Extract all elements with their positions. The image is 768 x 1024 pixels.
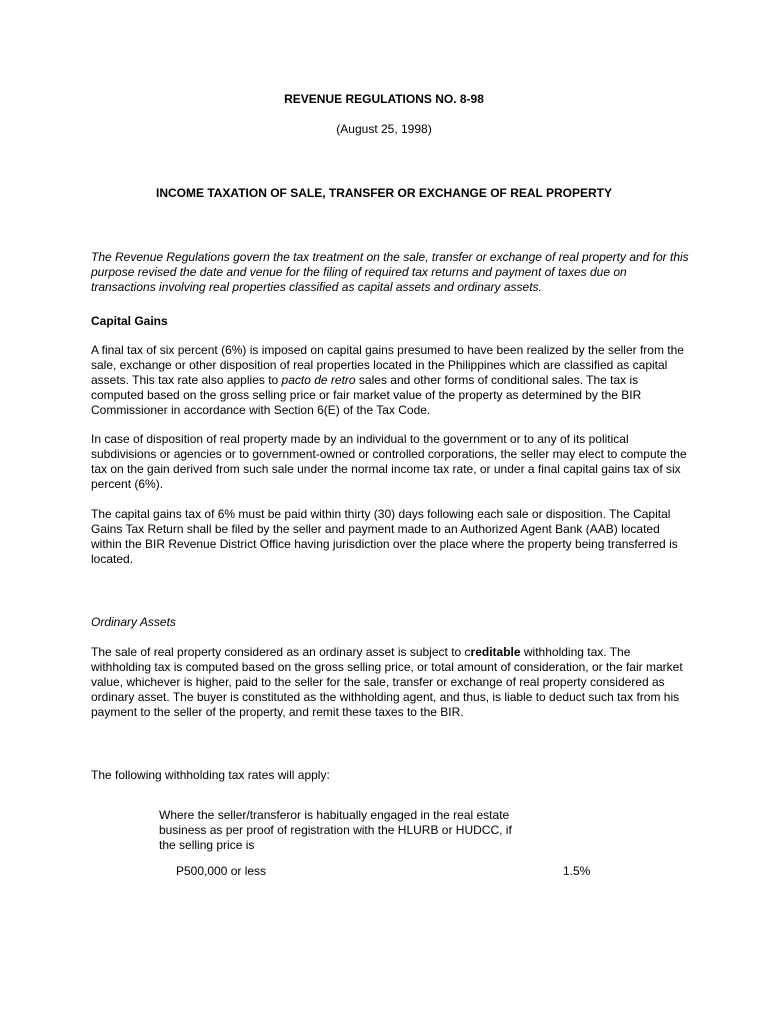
- seller-condition: Where the seller/transferor is habitually engaged in the real estate business as per proof of registration with the HLURB or HUDCC, if the selling price is: [159, 808, 512, 852]
- capital-gains-paragraph-1: [91, 343, 691, 418]
- capital-gains-p1-text-a: A final tax of six percent (6%) is imposed on capital gains presumed to have been realized by the seller from the sale, exchange or other disposition of real properties located in the Philippines which are classified as capital assets. This tax rate also applies to: [91, 343, 684, 387]
- capital-gains-heading: Capital Gains: [91, 314, 168, 328]
- ordinary-assets-text-b: withholding tax. The withholding tax is computed based on the gross selling price, or total amount of consideration, or the fair market value, whichever is higher, paid to the seller for the sale, transfer or exchange of real property considered as ordinary asset. The buyer is constituted as the withholding agent, and thus, is liable to deduct such tax from his payment to the seller of the property, and remit these taxes to the BIR.: [91, 645, 683, 719]
- capital-gains-p1-text-b: sales and other forms of conditional sales. The tax is computed based on the gross selling price or fair market value of the property as determined by the BIR Commissioner in accordance with Section 6(E) of the Tax Code.: [91, 373, 642, 417]
- rate-row: [176, 864, 596, 879]
- ordinary-assets-heading: Ordinary Assets: [91, 615, 176, 629]
- creditable-term: reditable: [470, 645, 521, 659]
- ordinary-assets-text-a: The sale of real property considered as an ordinary asset is subject to c: [91, 645, 471, 659]
- regulation-date: (August 25, 1998): [336, 122, 432, 136]
- intro-paragraph: The Revenue Regulations govern the tax treatment on the sale, transfer or exchange of real property and for this purpose revised the date and venue for the filing of required tax returns and payment of taxes due on transactions involving real properties classified as capital assets and ordinary assets.: [91, 250, 689, 294]
- rate-bracket: P500,000 or less: [176, 864, 267, 878]
- regulation-subject: INCOME TAXATION OF SALE, TRANSFER OR EXCHANGE OF REAL PROPERTY: [155, 186, 613, 200]
- capital-gains-paragraph-2: In case of disposition of real property made by an individual to the government or to any of its political subdivisions or agencies or to government-owned or controlled corporations, the seller may elect to compute the tax on the gain derived from such sale under the normal income tax rate, or under a final capital gains tax of six percent (6%).: [91, 432, 687, 491]
- rates-intro: The following withholding tax rates will apply:: [91, 768, 330, 782]
- pacto-de-retro-term: pacto de retro: [281, 373, 356, 387]
- ordinary-assets-paragraph: [91, 645, 691, 720]
- regulation-title: REVENUE REGULATIONS NO. 8-98: [284, 92, 484, 106]
- capital-gains-paragraph-3: The capital gains tax of 6% must be paid within thirty (30) days following each sale or disposition. The Capital Gains Tax Return shall be filed by the seller and payment made to an Authorized Agent Bank (AAB) located within the BIR Revenue District Office having jurisdiction over the place where the property being transferred is located.: [91, 507, 678, 566]
- rate-value: 1.5%: [563, 864, 591, 878]
